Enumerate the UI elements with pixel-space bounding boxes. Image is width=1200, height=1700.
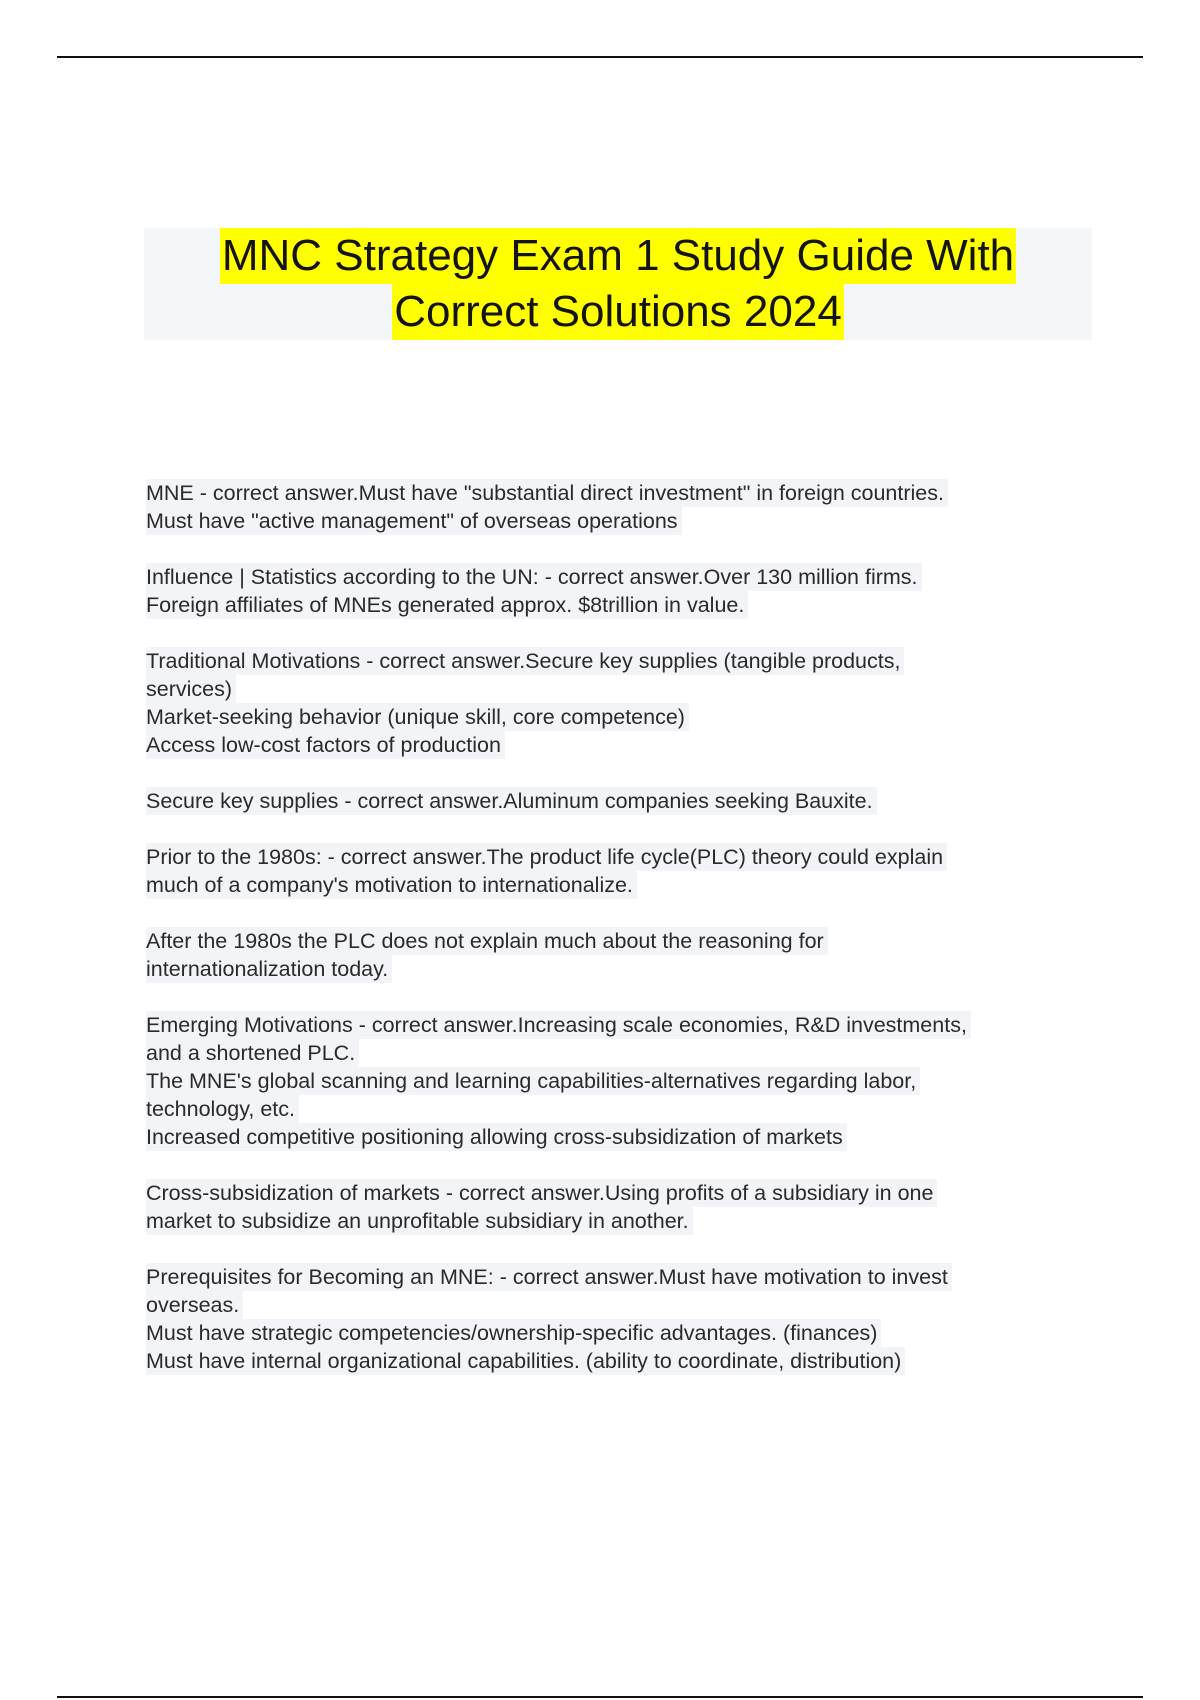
entry-text-line: Access low-cost factors of production <box>146 731 505 759</box>
entry-text-line: MNE - correct answer.Must have "substantial direct investment" in foreign countries. <box>146 479 948 507</box>
qa-entry <box>146 479 1066 535</box>
entry-text-line: Must have internal organizational capabilities. (ability to coordinate, distribution) <box>146 1347 905 1375</box>
entry-text-line: Cross-subsidization of markets - correct answer.Using profits of a subsidiary in one <box>146 1179 937 1207</box>
qa-entry <box>146 1011 1066 1151</box>
qa-entry <box>146 1263 1066 1375</box>
entry-text-line: overseas. <box>146 1291 243 1319</box>
entry-text-line: market to subsidize an unprofitable subsidiary in another. <box>146 1207 693 1235</box>
entry-text-line: and a shortened PLC. <box>146 1039 359 1067</box>
title-block <box>144 228 1092 340</box>
entry-text-line: much of a company's motivation to internationalize. <box>146 871 637 899</box>
entry-text-line: After the 1980s the PLC does not explain much about the reasoning for <box>146 927 828 955</box>
entry-text-line: Foreign affiliates of MNEs generated approx. $8trillion in value. <box>146 591 748 619</box>
qa-entry <box>146 563 1066 619</box>
qa-entry <box>146 843 1066 899</box>
qa-entry <box>146 787 1066 815</box>
entry-text-line: technology, etc. <box>146 1095 299 1123</box>
top-rule <box>57 56 1143 58</box>
entry-text-line: Prior to the 1980s: - correct answer.The product life cycle(PLC) theory could explain <box>146 843 947 871</box>
entry-text-line: services) <box>146 675 236 703</box>
entry-text-line: Traditional Motivations - correct answer.Secure key supplies (tangible products, <box>146 647 904 675</box>
entry-text-line: Must have strategic competencies/ownership-specific advantages. (finances) <box>146 1319 881 1347</box>
qa-entry <box>146 647 1066 759</box>
entry-text-line: Increased competitive positioning allowing cross-subsidization of markets <box>146 1123 847 1151</box>
bottom-rule <box>57 1696 1143 1698</box>
entry-text-line: Prerequisites for Becoming an MNE: - correct answer.Must have motivation to invest <box>146 1263 952 1291</box>
entry-text-line: Secure key supplies - correct answer.Aluminum companies seeking Bauxite. <box>146 787 877 815</box>
qa-entry <box>146 927 1066 983</box>
entry-text-line: Influence | Statistics according to the UN: - correct answer.Over 130 million firms. <box>146 563 922 591</box>
entry-text-line: Market-seeking behavior (unique skill, core competence) <box>146 703 689 731</box>
qa-entry <box>146 1179 1066 1235</box>
study-guide-body <box>146 479 1066 1403</box>
title-line-1: MNC Strategy Exam 1 Study Guide With <box>220 228 1016 284</box>
entry-text-line: Must have "active management" of overseas operations <box>146 507 682 535</box>
title-line-2: Correct Solutions 2024 <box>392 284 844 340</box>
entry-text-line: internationalization today. <box>146 955 392 983</box>
entry-text-line: The MNE's global scanning and learning capabilities-alternatives regarding labor, <box>146 1067 920 1095</box>
entry-text-line: Emerging Motivations - correct answer.Increasing scale economies, R&D investments, <box>146 1011 971 1039</box>
